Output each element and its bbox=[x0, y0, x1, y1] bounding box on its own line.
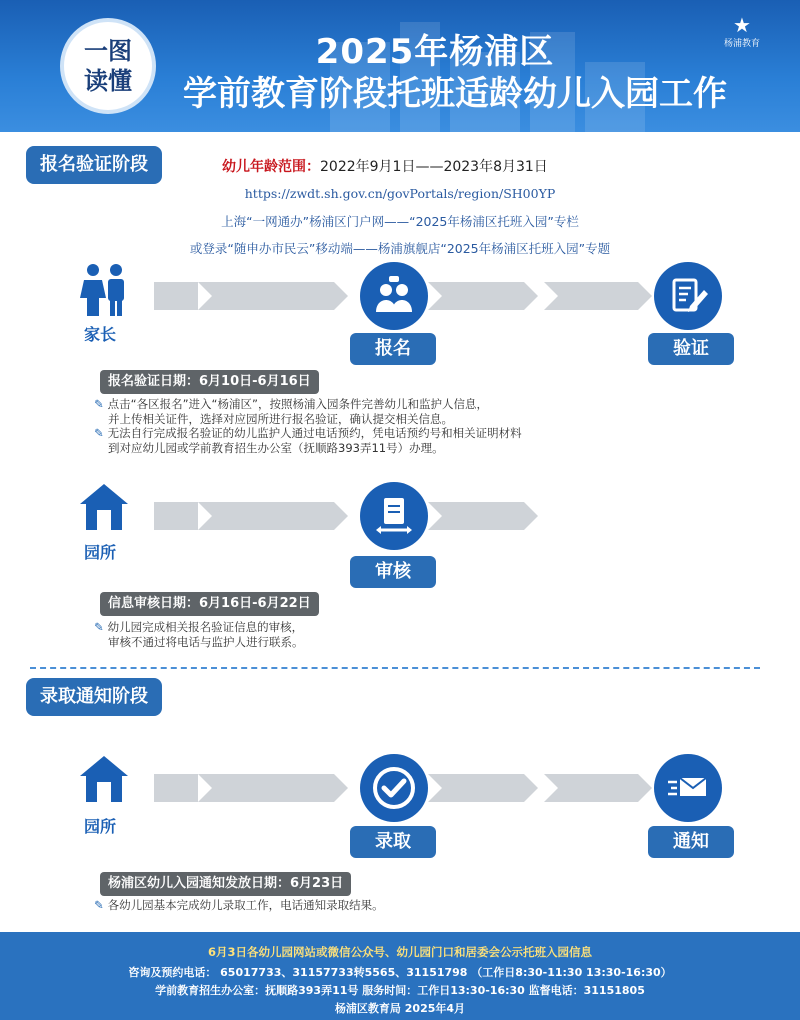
review-icon bbox=[360, 482, 428, 550]
progress-arrow bbox=[544, 282, 652, 310]
pen-icon: ✎ bbox=[94, 426, 104, 440]
section-divider bbox=[30, 667, 760, 669]
step-verify: 验证 bbox=[648, 333, 734, 365]
school-label-2: 园所 bbox=[84, 817, 117, 836]
note-3a: 幼儿园完成相关报名验证信息的审核， bbox=[107, 620, 304, 634]
note-4: 各幼儿园基本完成幼儿录取工作，电话通知录取结果。 bbox=[107, 898, 384, 912]
pen-icon: ✎ bbox=[94, 620, 104, 634]
review-date: 信息审核日期：6月16日-6月22日 bbox=[100, 592, 319, 616]
progress-arrow bbox=[198, 502, 348, 530]
note-2a: 无法自行完成报名验证的幼儿监护人通过电话预约，凭电话预约号和相关证明材料 bbox=[107, 426, 522, 440]
logo-text: 杨浦教育 bbox=[723, 39, 760, 49]
step-notify: 通知 bbox=[648, 826, 734, 858]
pen-icon: ✎ bbox=[94, 898, 104, 912]
note-1a: 点击“各区报名”进入“杨浦区”，按照杨浦入园条件完善幼儿和监护人信息， bbox=[107, 397, 488, 411]
progress-bar-segment bbox=[154, 502, 198, 530]
school-house-icon bbox=[76, 750, 132, 806]
age-range bbox=[222, 156, 548, 176]
progress-arrow bbox=[428, 502, 538, 530]
parents-icon bbox=[76, 262, 132, 318]
registration-date: 报名验证日期：6月10日-6月16日 bbox=[100, 370, 319, 394]
badge-line1: 一图 bbox=[84, 37, 132, 65]
yangpu-education-logo bbox=[712, 14, 772, 49]
step-admit: 录取 bbox=[350, 826, 436, 858]
section-tab-admission: 录取通知阶段 bbox=[26, 678, 162, 716]
note-1b: 并上传相关证件，选择对应园所进行报名验证，确认提交相关信息。 bbox=[108, 412, 453, 426]
portal-instruction: 上海“一网通办”杨浦区门户网——“2025年杨浦区托班入园”专栏 bbox=[221, 214, 579, 229]
register-icon bbox=[360, 262, 428, 330]
progress-bar-segment bbox=[154, 282, 198, 310]
note-3b: 审核不通过将电话与监护人进行联系。 bbox=[108, 635, 304, 649]
progress-bar-segment bbox=[154, 774, 198, 802]
registration-note-2 bbox=[94, 426, 522, 456]
note-2b: 到对应幼儿园或学前教育招生办公室（抚顺路393弄11号）办理。 bbox=[108, 441, 444, 455]
registration-url[interactable]: https://zwdt.sh.gov.cn/govPortals/region/SH00YP bbox=[244, 186, 556, 201]
logo-icon: ★ bbox=[733, 13, 751, 37]
footer-issuer: 杨浦区教育局 2025年4月 bbox=[334, 1002, 466, 1015]
admission-note bbox=[94, 898, 384, 913]
section-tab-registration: 报名验证阶段 bbox=[26, 146, 162, 184]
progress-arrow bbox=[428, 282, 538, 310]
footer-contact: 咨询及预约电话： 65017733、31157733转5565、31151798 （工作日8:30-11:30 13:30-16:30） bbox=[128, 966, 672, 979]
age-range-label: 幼儿年龄范围： bbox=[222, 159, 320, 175]
progress-arrow bbox=[544, 774, 652, 802]
parent-label: 家长 bbox=[84, 325, 117, 344]
review-note bbox=[94, 620, 304, 650]
progress-arrow bbox=[428, 774, 538, 802]
school-label: 园所 bbox=[84, 543, 117, 562]
step-review: 审核 bbox=[350, 556, 436, 588]
school-house-icon bbox=[76, 478, 132, 534]
footer bbox=[0, 932, 800, 1020]
footer-line1: 6月3日各幼儿园网站或微信公众号、幼儿园门口和居委会公示托班入园信息 bbox=[208, 945, 592, 959]
notify-mail-icon bbox=[654, 754, 722, 822]
pen-icon: ✎ bbox=[94, 397, 104, 411]
progress-arrow bbox=[198, 774, 348, 802]
verify-icon bbox=[654, 262, 722, 330]
page-title-line2: 学前教育阶段托班适龄幼儿入园工作 bbox=[183, 74, 727, 114]
progress-arrow bbox=[198, 282, 348, 310]
badge-line2: 读懂 bbox=[84, 67, 132, 95]
notice-date: 杨浦区幼儿入园通知发放日期：6月23日 bbox=[100, 872, 351, 896]
page-title-line1: 2025年杨浦区 bbox=[315, 32, 555, 72]
step-register: 报名 bbox=[350, 333, 436, 365]
age-range-value: 2022年9月1日——2023年8月31日 bbox=[320, 159, 548, 175]
footer-office: 学前教育招生办公室：抚顺路393弄11号 服务时间：工作日13:30-16:30 监督电话：31151805 bbox=[155, 984, 645, 997]
admit-check-icon bbox=[360, 754, 428, 822]
app-instruction: 或登录“随申办市民云”移动端——杨浦旗舰店“2025年杨浦区托班入园”专题 bbox=[189, 241, 611, 256]
registration-note-1 bbox=[94, 397, 488, 427]
